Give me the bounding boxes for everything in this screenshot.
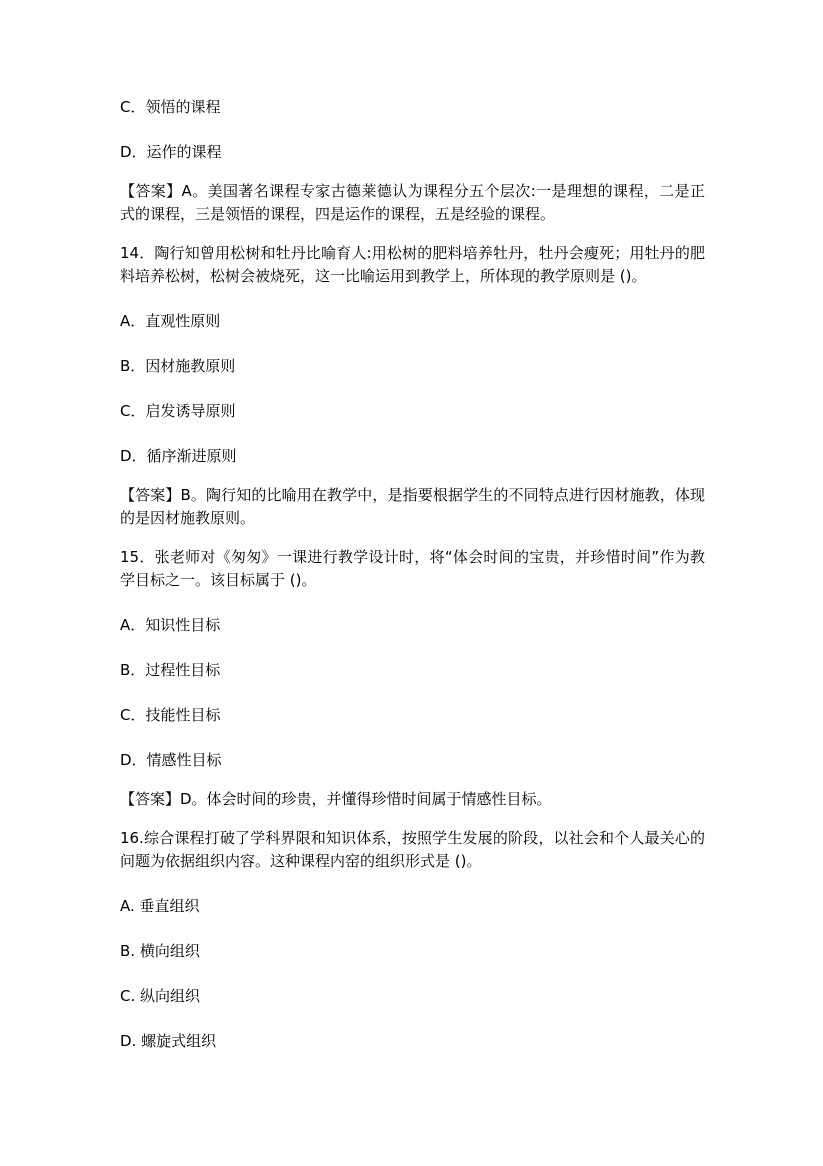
question-13-fragment	[120, 96, 705, 226]
question-16-stem: 16.综合课程打破了学科界限和知识体系，按照学生发展的阶段，以社会和个人最关心的问题为依据组织内容。这种课程内窑的组织形式是 ()。	[120, 829, 705, 870]
question-13-option-c: C．领悟的课程	[120, 98, 221, 116]
question-15-option-d: D．情感性目标	[120, 751, 222, 769]
question-14-option-b: B．因材施教原则	[120, 357, 236, 375]
question-14-answer: 【答案】B。陶行知的比喻用在教学中，是指要根据学生的不同特点进行因材施教，体现的是因材施教原则。	[120, 486, 705, 527]
question-14-stem: 14．陶行知曾用松树和牡丹比喻育人:用松树的肥料培养牡丹，牡丹会瘦死；用牡丹的肥料培养松树，松树会被烧死，这一比喻运用到教学上，所体现的教学原则是 ()。	[120, 244, 705, 285]
question-15-stem: 15．张老师对《匆匆》一课进行教学设计时，将“体会时间的宝贵，并珍惜时间”作为教学目标之一。该目标属于 ()。	[120, 548, 705, 589]
question-13-option-d: D．运作的课程	[120, 143, 222, 161]
question-15-answer: 【答案】D。体会时间的珍贵，并懂得珍惜时间属于情感性目标。	[120, 790, 552, 808]
question-16-option-c: C. 纵向组织	[120, 987, 201, 1005]
question-14-option-a: A．直观性原则	[120, 312, 221, 330]
question-16-option-b: B. 横向组织	[120, 942, 200, 960]
question-14	[120, 242, 705, 530]
question-16	[120, 827, 705, 1053]
question-15-option-b: B．过程性目标	[120, 661, 221, 679]
question-15-option-c: C．技能性目标	[120, 706, 221, 724]
question-15-option-a: A．知识性目标	[120, 616, 221, 634]
question-14-option-d: D．循序渐进原则	[120, 447, 237, 465]
question-15	[120, 546, 705, 811]
document-text-block	[120, 96, 705, 1053]
question-16-option-d: D. 螺旋式组织	[120, 1032, 217, 1050]
question-13-answer: 【答案】A。美国著名课程专家古德莱德认为课程分五个层次:一是理想的课程，二是正式的课程，三是领悟的课程，四是运作的课程，五是经验的课程。	[120, 182, 705, 223]
question-16-option-a: A. 垂直组织	[120, 897, 200, 915]
question-14-option-c: C．启发诱导原则	[120, 402, 236, 420]
